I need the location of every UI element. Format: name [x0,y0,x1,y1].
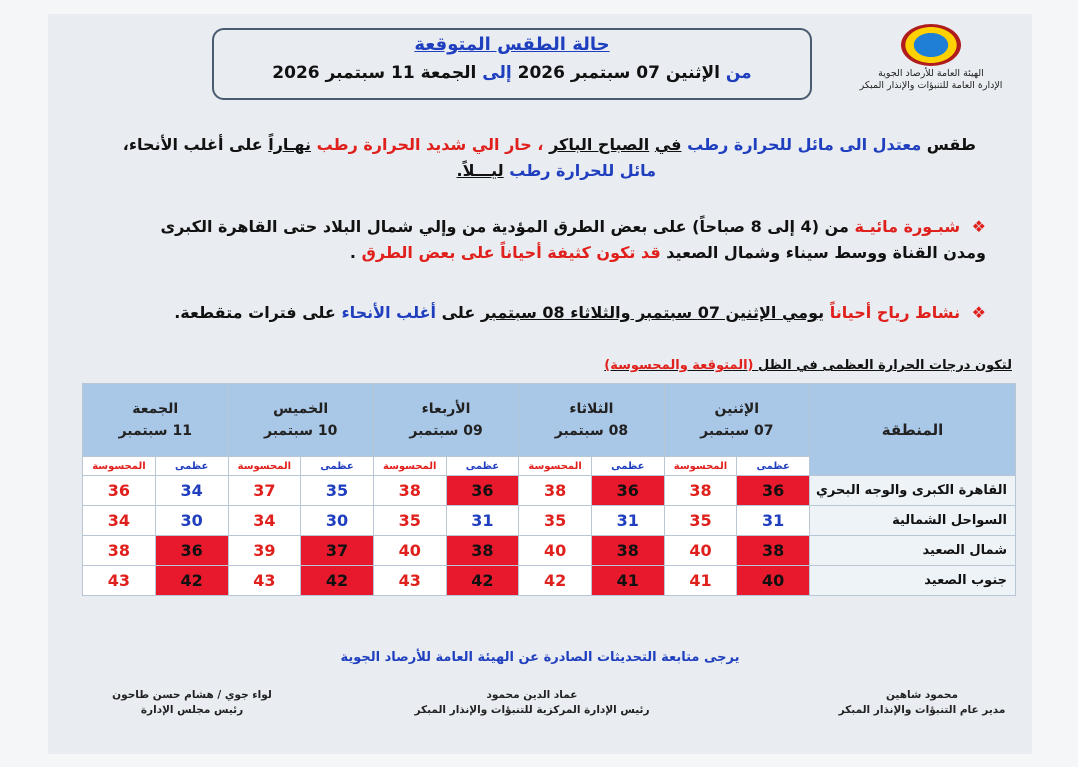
felt-temp-cell: 35 [519,506,592,536]
diamond-bullet-icon: ❖ [971,303,986,322]
day-header [519,384,664,457]
intro-paragraph [96,132,976,184]
wind-on: على [441,303,476,322]
temperature-table [82,383,1016,596]
felt-temp-cell: 43 [228,566,301,596]
fog-roads: على بعض الطرق المؤدية من وإلي شمال البلاد حتى القاهرة الكبرى [160,217,687,236]
felt-temp-cell: 40 [519,536,592,566]
felt-temp-cell: 34 [228,506,301,536]
max-temp-cell: 35 [301,476,374,506]
felt-temp-cell: 43 [373,566,446,596]
range-start: الإثنين 07 سبتمبر 2026 [517,63,720,83]
max-label: عظمى [446,457,519,476]
felt-temp-cell: 41 [664,566,737,596]
wind-areas: أغلب الأنحاء [341,303,437,322]
felt-temp-cell: 35 [373,506,446,536]
max-temp-cell: 36 [155,536,228,566]
max-label: عظمى [737,457,810,476]
max-label: عظمى [301,457,374,476]
max-temp-cell: 38 [737,536,810,566]
signatory-title: مدير عام التنبؤات والإنذار المبكر [838,704,1006,716]
max-temp-cell: 41 [591,566,664,596]
max-label: عظمى [591,457,664,476]
max-label: عظمى [155,457,228,476]
intro-night-desc: مائل للحرارة رطب [509,161,656,180]
page-title: حالة الطقس المتوقعة [414,34,610,55]
felt-label: المحسوسة [373,457,446,476]
region-cell: جنوب الصعيد [810,566,1016,596]
day-date: 08 سبتمبر [554,423,629,439]
felt-temp-cell: 43 [83,566,156,596]
org-logo-block [846,24,1016,92]
max-temp-cell: 38 [591,536,664,566]
day-name: الأربعاء [421,401,471,417]
max-temp-cell: 31 [737,506,810,536]
wind-bullet [86,300,986,326]
region-cell: القاهرة الكبرى والوجه البحري [810,476,1016,506]
fog-bullet [86,214,986,266]
fog-time: من (4 إلى 8 صباحاً) [692,217,849,236]
region-cell: شمال الصعيد [810,536,1016,566]
intro-night: ليـــلاً. [456,161,504,180]
intro-day-desc: ، حار الي شديد الحرارة رطب [316,135,544,154]
table-header-row [83,384,1016,457]
table-row [83,536,1016,566]
range-end: الجمعة 11 سبتمبر 2026 [272,63,477,83]
fog-period: . [349,243,356,262]
felt-temp-cell: 39 [228,536,301,566]
max-temp-cell: 36 [737,476,810,506]
fog-areas: ومدن القناة ووسط سيناء وشمال الصعيد [666,243,986,262]
max-temp-cell: 42 [301,566,374,596]
felt-temp-cell: 37 [228,476,301,506]
felt-temp-cell: 35 [664,506,737,536]
max-temp-cell: 38 [446,536,519,566]
intro-word: طقس [926,135,976,154]
felt-temp-cell: 40 [664,536,737,566]
max-temp-cell: 37 [301,536,374,566]
felt-temp-cell: 38 [373,476,446,506]
max-temp-cell: 31 [591,506,664,536]
day-header [83,384,229,457]
table-row [83,506,1016,536]
max-temp-cell: 36 [591,476,664,506]
wind-title: نشاط رياح أحياناً [829,303,961,322]
day-date: 09 سبتمبر [409,423,483,439]
day-header [228,384,373,457]
max-temp-cell: 36 [446,476,519,506]
day-name: الإثنين [714,401,760,417]
to-word: إلى [482,63,512,83]
org-name [846,68,1016,92]
max-temp-cell: 31 [446,506,519,536]
caption-main: لتكون درجات الحرارة العظمى في الظل [758,358,1012,373]
felt-label: المحسوسة [519,457,592,476]
caption-paren: (المتوقعة والمحسوسة) [604,358,754,373]
signature-block [822,688,1022,718]
fog-title: شبـورة مائيـة [854,217,961,236]
wind-days: يومي الإثنين 07 سبتمبر والثلاثاء 08 سبتمبر [480,303,825,322]
region-cell: السواحل الشمالية [810,506,1016,536]
max-temp-cell: 34 [155,476,228,506]
day-name: الجمعة [132,401,179,417]
fog-dense: قد تكون كثيفة أحياناً على بعض الطرق [361,243,661,262]
meteorology-logo-icon [901,24,961,66]
region-header: المنطقة [810,384,1016,476]
max-temp-cell: 40 [737,566,810,596]
felt-label: المحسوسة [664,457,737,476]
day-date: 10 سبتمبر [264,423,338,439]
wind-intermittent: على فترات متقطعة. [174,303,336,322]
table-row [83,476,1016,506]
signatory-name: عماد الدين محمود [486,689,578,701]
table-caption [604,358,1012,373]
intro-morning-desc: معتدل الى مائل للحرارة رطب [687,135,922,154]
felt-temp-cell: 42 [519,566,592,596]
intro-early-morning: الصباح الباكر [549,135,650,154]
follow-updates-note: يرجى متابعة التحديثات الصادرة عن الهيئة العامة للأرصاد الجوية [340,650,740,665]
day-name: الخميس [273,401,329,417]
date-range [214,63,810,83]
day-header [664,384,809,457]
signature-block [402,688,662,718]
header-box [212,28,812,100]
felt-label: المحسوسة [83,457,156,476]
max-temp-cell: 42 [155,566,228,596]
felt-temp-cell: 40 [373,536,446,566]
org-line2: الإدارة العامة للتنبؤات والإنذار المبكر [859,80,1003,91]
table-row [83,566,1016,596]
felt-label: المحسوسة [228,457,301,476]
signatory-name: لواء جوي / هشام حسن طاحون [112,689,272,701]
signatory-title: رئيس الإدارة المركزية للتنبؤات والإنذار المبكر [414,704,650,716]
intro-in: في [654,135,682,154]
felt-temp-cell: 36 [83,476,156,506]
bulletin-page [48,14,1032,754]
day-date: 07 سبتمبر [700,423,774,439]
intro-daytime: نهـاراً [268,135,311,154]
max-temp-cell: 42 [446,566,519,596]
felt-temp-cell: 38 [519,476,592,506]
day-date: 11 سبتمبر [118,423,192,439]
felt-temp-cell: 38 [664,476,737,506]
diamond-bullet-icon: ❖ [971,217,986,236]
day-name: الثلاثاء [569,401,614,417]
day-header [373,384,518,457]
signatory-title: رئيس مجلس الإدارة [140,704,244,716]
from-word: من [725,63,752,83]
signatory-name: محمود شاهين [885,689,959,701]
org-line1: الهيئة العامة للأرصاد الجوية [878,68,984,79]
max-temp-cell: 30 [155,506,228,536]
signature-block [92,688,292,718]
felt-temp-cell: 38 [83,536,156,566]
felt-temp-cell: 34 [83,506,156,536]
max-temp-cell: 30 [301,506,374,536]
intro-most-areas: على أغلب الأنحاء، [122,135,263,154]
